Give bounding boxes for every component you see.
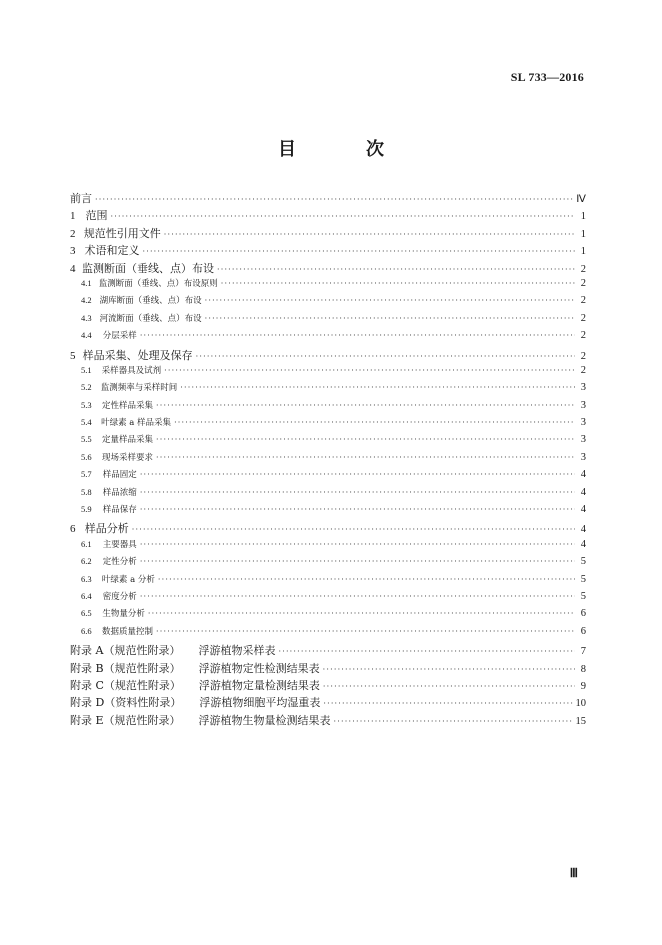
toc-entry-number: 5 — [70, 349, 76, 362]
toc-entry-label: 生物量分析 — [102, 609, 145, 620]
toc-entry[interactable] — [70, 294, 586, 311]
toc-entry[interactable] — [70, 433, 586, 450]
toc-entry[interactable] — [70, 607, 586, 624]
toc-entry-page: 6 — [580, 608, 586, 620]
toc-entry-label: 定性样品采集 — [101, 400, 153, 411]
toc-entry-page: 1 — [580, 211, 586, 223]
dot-leader — [156, 435, 575, 444]
toc-entry-subtitle: 浮游植物定性检测结果表 — [198, 661, 320, 675]
dot-leader — [205, 296, 575, 305]
dot-leader — [140, 540, 575, 549]
toc-entry[interactable] — [70, 277, 586, 294]
toc-entry-label: 规范性引用文件 — [83, 226, 161, 240]
toc-entry[interactable] — [70, 573, 586, 590]
toc-entry-label: 监测断面（垂线、点）布设原则 — [98, 278, 218, 289]
toc-entry[interactable] — [70, 347, 586, 364]
toc-entry-label: 样品浓缩 — [102, 487, 137, 498]
toc-entry-label: 样品保存 — [102, 505, 137, 516]
toc-entry-number: 5.7 — [81, 469, 92, 480]
toc-entry[interactable] — [70, 312, 586, 329]
toc-entry-page: 2 — [580, 263, 586, 275]
toc-entry-label: 监测频率与采样时间 — [100, 383, 178, 394]
toc-entry-number: 4.2 — [81, 295, 92, 306]
toc-entry-page: 7 — [580, 646, 586, 658]
dot-leader — [164, 230, 575, 239]
toc-entry-page: 2 — [580, 330, 586, 342]
toc-entry-page: 5 — [580, 556, 586, 568]
toc-entry[interactable] — [70, 538, 586, 555]
dot-leader — [140, 557, 575, 566]
toc-entry[interactable] — [70, 329, 586, 346]
toc-entry-page: 4 — [580, 538, 586, 550]
toc-entry-number: 6.5 — [81, 608, 92, 619]
dot-leader — [140, 488, 575, 497]
toc-entry-label: 样品采集、处理及保存 — [82, 348, 193, 362]
toc-entry-label: 监测断面（垂线、点）布设 — [81, 261, 214, 275]
dot-leader — [323, 699, 572, 708]
dot-leader — [142, 247, 575, 256]
toc-entry[interactable] — [70, 486, 586, 503]
toc-entry-label: 样品分析 — [84, 522, 129, 536]
toc-entry[interactable] — [70, 642, 586, 659]
dot-leader — [140, 470, 575, 479]
toc-entry-page: 2 — [580, 312, 586, 324]
toc-entry[interactable] — [70, 416, 586, 433]
dot-leader — [158, 575, 575, 584]
toc-entry-label: 现场采样要求 — [101, 452, 153, 463]
toc-entry-label: 数据质量控制 — [101, 626, 153, 637]
dot-leader — [140, 331, 575, 340]
toc-entry-page: 3 — [580, 451, 586, 463]
dot-leader — [323, 665, 575, 674]
toc-entry-page: 2 — [580, 364, 586, 376]
toc-entry-subtitle: 浮游植物细胞平均湿重表 — [199, 696, 321, 710]
toc-entry-page: 4 — [580, 524, 586, 536]
toc-entry-number: 4 — [70, 262, 76, 275]
toc-entry-page: 3 — [580, 399, 586, 411]
toc-entry-label: 附录 D（资料性附录） — [70, 696, 182, 710]
dot-leader — [334, 717, 573, 726]
toc-entry-page: 2 — [580, 295, 586, 307]
toc-entry-label: 密度分析 — [102, 591, 137, 602]
toc-entry-label: 叶绿素 a 样品采集 — [101, 418, 172, 429]
toc-entry[interactable] — [70, 660, 586, 677]
toc-entry[interactable] — [70, 677, 586, 694]
dot-leader — [323, 682, 575, 691]
toc-entry-number: 1 — [70, 210, 76, 223]
toc-entry-label: 附录 B（规范性附录） — [70, 661, 181, 675]
toc-entry-number: 5.9 — [81, 504, 92, 515]
dot-leader — [156, 627, 575, 636]
toc-entry-number: 6.4 — [81, 590, 92, 601]
toc-entry-page: 2 — [580, 350, 586, 362]
toc-entry-label: 河流断面（垂线、点）布设 — [99, 313, 202, 324]
toc-entry-number: 5.5 — [81, 434, 92, 445]
toc-entry-label: 前言 — [70, 192, 92, 205]
toc-entry-label: 湖库断面（垂线、点）布设 — [99, 296, 202, 307]
toc-entry[interactable] — [70, 242, 586, 259]
page-title: 目 次 — [278, 139, 410, 160]
toc-entry-page: 3 — [580, 417, 586, 429]
dot-leader — [278, 647, 575, 656]
toc-entry-number: 4.1 — [81, 277, 92, 288]
toc-entry[interactable] — [70, 590, 586, 607]
toc-entry-label: 范围 — [85, 209, 108, 223]
dot-leader — [217, 265, 575, 274]
toc-entry-page: 10 — [575, 698, 586, 710]
toc-entry-label: 附录 E（规范性附录） — [70, 713, 181, 727]
toc-entry-page: 4 — [580, 469, 586, 481]
toc-entry-number: 6.2 — [81, 556, 92, 567]
toc-entry[interactable] — [70, 260, 586, 277]
dot-leader — [95, 195, 573, 204]
toc-entry-page: 9 — [580, 680, 586, 692]
toc-entry-number: 6.1 — [81, 538, 92, 549]
toc-entry[interactable] — [70, 451, 586, 468]
toc-entry-page: 3 — [580, 434, 586, 446]
toc-entry-subtitle: 浮游植物采样表 — [198, 644, 276, 658]
toc-entry[interactable] — [70, 207, 586, 224]
toc-entry-label: 样品固定 — [102, 470, 137, 481]
toc-entry-number: 5.6 — [81, 451, 92, 462]
toc-entry[interactable] — [70, 225, 586, 242]
toc-entry-page: 1 — [580, 228, 586, 240]
dot-leader — [156, 401, 575, 410]
toc-entry-number: 4.4 — [81, 330, 92, 341]
toc-entry[interactable] — [70, 520, 586, 537]
dot-leader — [140, 592, 575, 601]
dot-leader — [205, 314, 575, 323]
dot-leader — [221, 279, 575, 288]
toc-entry-page: Ⅳ — [576, 194, 586, 205]
dot-leader — [174, 418, 575, 427]
toc-entry-number: 3 — [70, 245, 76, 258]
dot-leader — [156, 453, 575, 462]
dot-leader — [148, 609, 575, 618]
toc-entry-label: 分层采样 — [102, 331, 137, 342]
toc-entry-number: 6 — [70, 523, 76, 536]
toc-entry-number: 5.1 — [81, 364, 92, 375]
toc-entry-label: 附录 C（规范性附录） — [70, 678, 181, 692]
toc-entry-label: 定性分析 — [102, 557, 137, 568]
toc-entry[interactable] — [70, 555, 586, 572]
toc-entry-page: 8 — [580, 663, 586, 675]
toc-entry[interactable] — [70, 625, 586, 642]
page-number: Ⅲ — [569, 866, 578, 880]
toc-entry-label: 叶绿素 a 分析 — [101, 574, 155, 585]
toc-entry-subtitle: 浮游植物定量检测结果表 — [198, 678, 320, 692]
table-of-contents — [70, 190, 586, 729]
dot-leader — [196, 352, 575, 361]
dot-leader — [140, 505, 575, 514]
toc-entry-page: 15 — [575, 715, 586, 727]
toc-entry-page: 2 — [580, 277, 586, 289]
toc-entry-page: 3 — [580, 382, 586, 394]
toc-entry-page: 5 — [580, 590, 586, 602]
dot-leader — [180, 383, 575, 392]
toc-entry[interactable] — [70, 712, 586, 729]
toc-entry-label: 主要器具 — [102, 539, 137, 550]
toc-entry[interactable] — [70, 468, 586, 485]
toc-entry-number: 5.8 — [81, 486, 92, 497]
toc-entry[interactable] — [70, 381, 586, 398]
toc-entry-number: 2 — [70, 227, 76, 240]
toc-entry-page: 6 — [580, 625, 586, 637]
toc-entry-label: 定量样品采集 — [101, 435, 153, 446]
toc-entry-page: 5 — [580, 573, 586, 585]
dot-leader — [164, 366, 575, 375]
toc-entry[interactable] — [70, 364, 586, 381]
toc-entry-label: 术语和定义 — [84, 244, 140, 258]
toc-entry[interactable] — [70, 399, 586, 416]
toc-entry-number: 4.3 — [81, 312, 92, 323]
toc-entry-label: 附录 A（规范性附录） — [70, 644, 181, 658]
toc-entry-page: 4 — [580, 486, 586, 498]
toc-entry-number: 5.4 — [81, 417, 92, 428]
dot-leader — [111, 212, 575, 221]
toc-entry-page: 4 — [580, 504, 586, 516]
toc-entry-number: 5.3 — [81, 399, 92, 410]
toc-entry[interactable] — [70, 503, 586, 520]
toc-entry-number: 6.6 — [81, 625, 92, 636]
toc-entry-number: 5.2 — [81, 382, 92, 393]
toc-entry-page: 1 — [580, 246, 586, 258]
toc-entry[interactable] — [70, 190, 586, 207]
toc-entry-number: 6.3 — [81, 573, 92, 584]
standard-code: SL 733—2016 — [510, 70, 584, 84]
toc-entry[interactable] — [70, 694, 586, 711]
toc-entry-subtitle: 浮游植物生物量检测结果表 — [198, 713, 331, 727]
dot-leader — [132, 525, 575, 534]
toc-entry-label: 采样器具及试剂 — [101, 365, 162, 376]
